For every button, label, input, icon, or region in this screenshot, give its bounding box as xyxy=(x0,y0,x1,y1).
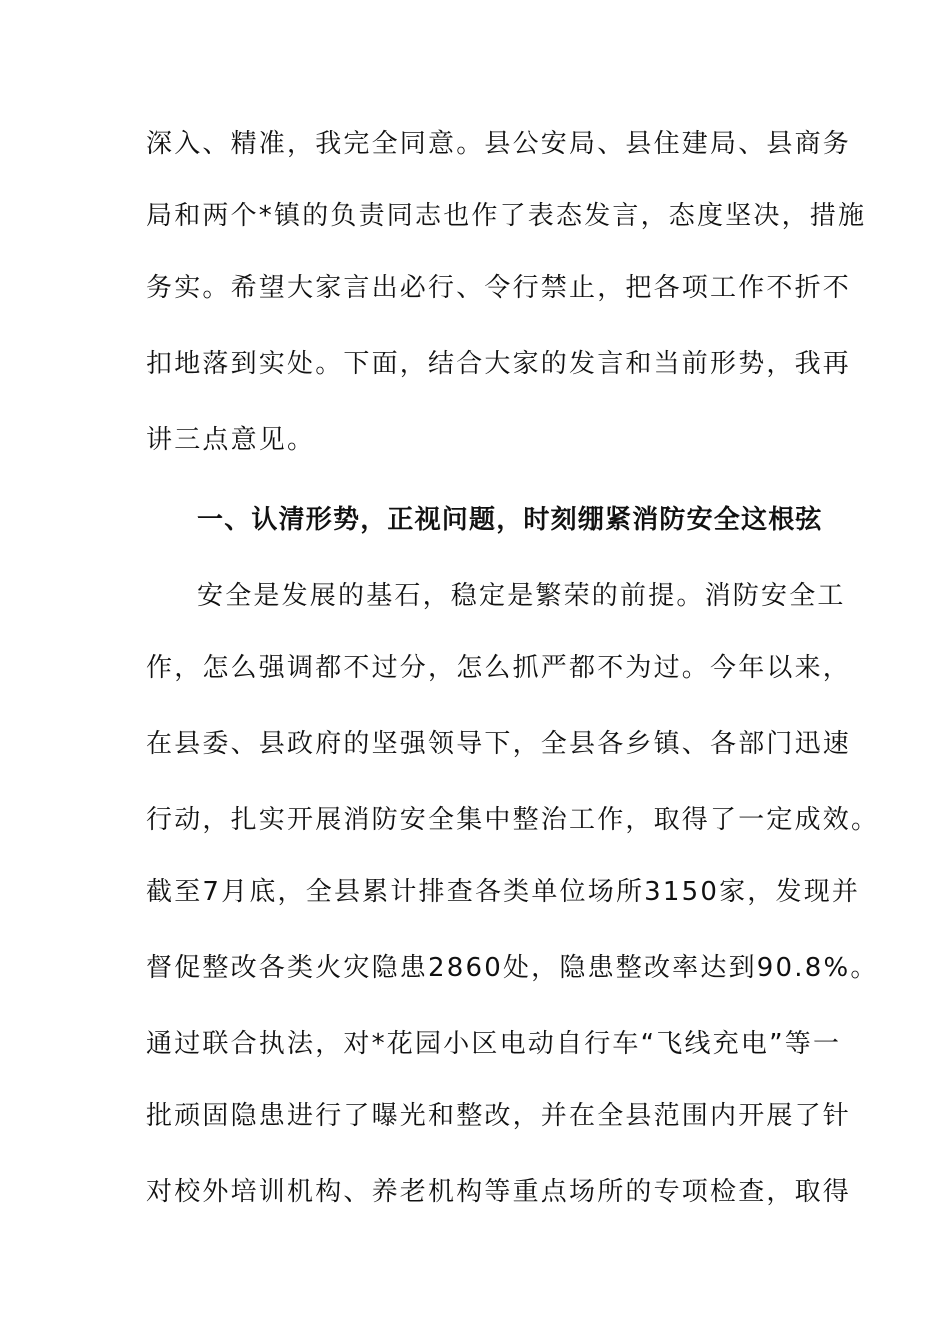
section-heading: 一、认清形势，正视问题，时刻绷紧消防安全这根弦 xyxy=(197,505,823,535)
body-text-line: 务实。希望大家言出必行、令行禁止，把各项工作不折不 xyxy=(146,273,852,303)
body-text-line: 截至7月底，全县累计排查各类单位场所3150家，发现并 xyxy=(146,877,861,907)
body-text-line: 对校外培训机构、养老机构等重点场所的专项检查，取得 xyxy=(146,1177,852,1207)
body-text-line: 通过联合执法，对*花园小区电动自行车“飞线充电”等一 xyxy=(146,1029,842,1059)
body-text-line: 扣地落到实处。下面，结合大家的发言和当前形势，我再 xyxy=(146,349,852,379)
body-text-line: 深入、精准，我完全同意。县公安局、县住建局、县商务 xyxy=(146,129,852,159)
body-text-line: 在县委、县政府的坚强领导下，全县各乡镇、各部门迅速 xyxy=(146,729,852,759)
body-text-line: 作，怎么强调都不过分，怎么抓严都不为过。今年以来， xyxy=(146,653,852,683)
body-text-line: 安全是发展的基石，稳定是繁荣的前提。消防安全工 xyxy=(197,581,846,611)
body-text-line: 行动，扎实开展消防安全集中整治工作，取得了一定成效。 xyxy=(146,805,880,835)
body-text-line: 督促整改各类火灾隐患2860处，隐患整改率达到90.8%。 xyxy=(146,953,879,983)
body-text-line: 局和两个*镇的负责同志也作了表态发言，态度坚决，措施 xyxy=(146,201,867,231)
body-text-line: 讲三点意见。 xyxy=(146,425,316,455)
body-text-line: 批顽固隐患进行了曝光和整改，并在全县范围内开展了针 xyxy=(146,1101,852,1131)
